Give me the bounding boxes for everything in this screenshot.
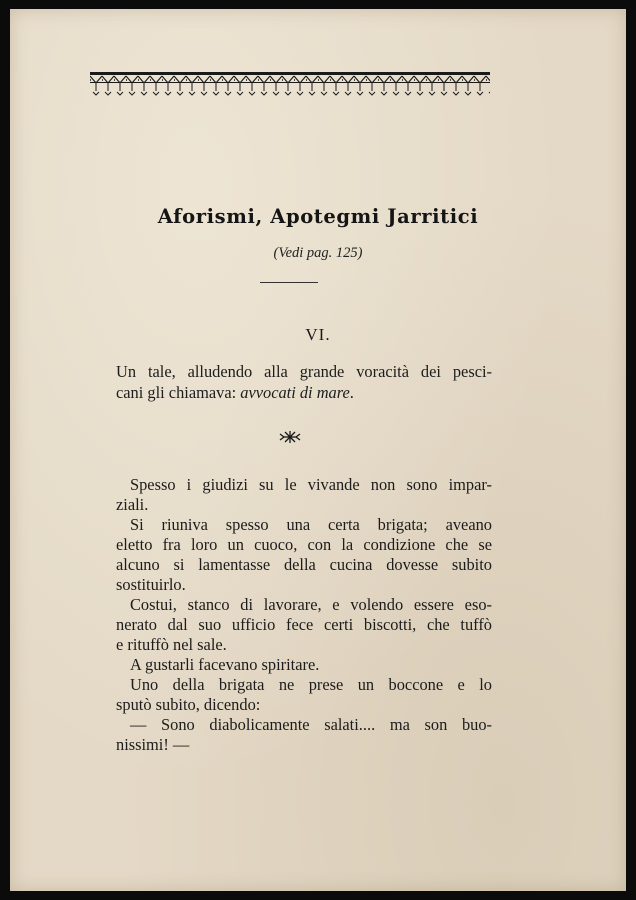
- text-fragment: .: [349, 383, 354, 402]
- text-line: A gustarli facevano spiritare.: [130, 655, 320, 674]
- text-line: Uno della brigata ne prese un boccone e lo: [130, 675, 492, 694]
- page-reference: (Vedi pag. 125): [273, 245, 363, 261]
- section-number: VI.: [305, 325, 331, 344]
- text-line: ziali.: [116, 495, 149, 514]
- text-fragment: cani gli chiamava:: [116, 383, 241, 402]
- text-line: — Sono diabolicamente salati.... ma son buo-: [130, 715, 492, 734]
- text-line: [116, 382, 492, 403]
- text-line: e rituffò nel sale.: [116, 635, 227, 654]
- aphorism-paragraph-2: [116, 475, 492, 755]
- text-line: Spesso i giudizi su le vivande non sono impar-: [130, 475, 492, 494]
- text-line: alcuno si lamentasse della cucina dovesse subito: [116, 555, 492, 574]
- italic-phrase: avvocati di mare: [240, 383, 350, 402]
- asterism-ornament-icon: [278, 429, 302, 445]
- aphorism-paragraph-1: [116, 361, 492, 403]
- book-page: [10, 9, 626, 891]
- text-line: Si riuniva spesso una certa brigata; aveano: [130, 515, 492, 534]
- text-line: nissimi! —: [116, 735, 190, 754]
- text-line: sputò subito, dicendo:: [116, 695, 261, 714]
- text-line: nerato dal suo ufficio fece certi biscotti, che tuffò: [116, 615, 492, 634]
- text-line: sostituirlo.: [116, 575, 186, 594]
- page-title: Aforismi, Apotegmi Jarritici: [157, 205, 479, 228]
- text-line: Un tale, alludendo alla grande voracità dei pesci-: [116, 362, 492, 381]
- decorative-header-ornament: [90, 72, 490, 96]
- text-line: eletto fra loro un cuoco, con la condizione che se: [116, 535, 492, 554]
- text-line: Costui, stanco di lavorare, e volendo essere eso-: [130, 595, 492, 614]
- divider-rule: [260, 282, 318, 283]
